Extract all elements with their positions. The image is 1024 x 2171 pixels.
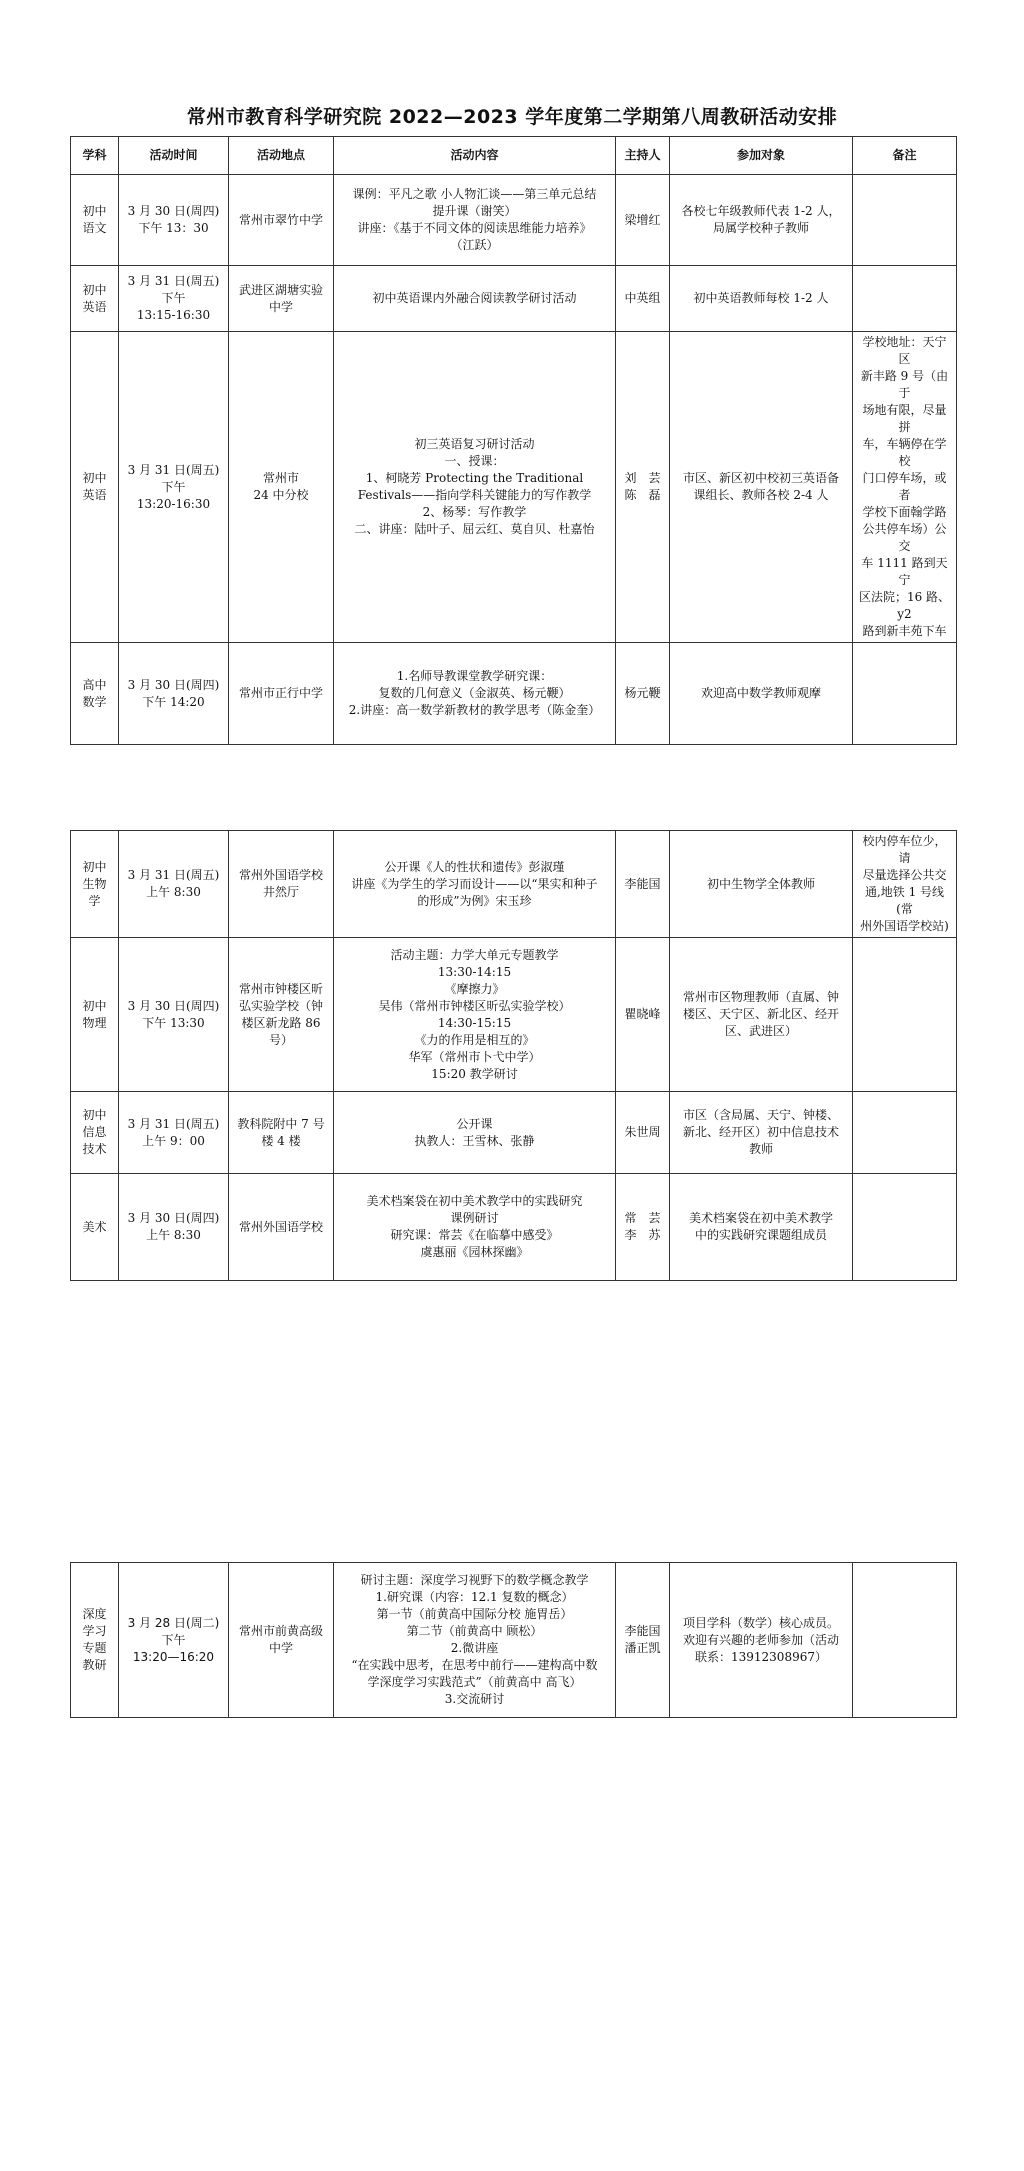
cell-note <box>853 1092 957 1174</box>
cell-line: 常州市正行中学 <box>238 686 323 700</box>
cell-line: 井然厅 <box>262 885 299 899</box>
cell-line: 下午 <box>161 1632 186 1647</box>
cell-line: 初中英语课内外融合阅读教学研讨活动 <box>372 291 577 305</box>
cell-host <box>616 643 670 745</box>
cell-line: 常 芸 <box>624 1211 661 1225</box>
header-place: 活动地点 <box>229 137 334 175</box>
cell-line: 常州市区物理教师（直属、钟 <box>682 990 839 1004</box>
cell-line: 瞿晓峰 <box>624 1007 661 1021</box>
cell-line: 3 月 30 日(周四) <box>127 998 220 1013</box>
header-host: 主持人 <box>616 137 670 175</box>
cell-place <box>229 938 334 1092</box>
cell-line: 13:15-16:30 <box>136 308 211 322</box>
cell-line: 3 月 31 日(周五) <box>127 462 220 477</box>
cell-audience <box>670 1174 853 1281</box>
cell-line: 中的实践研究课题组成员 <box>694 1228 827 1242</box>
cell-audience <box>670 266 853 332</box>
cell-line: 区法院；16 路、y2 <box>858 590 951 621</box>
cell-content <box>334 1174 616 1281</box>
cell-time <box>119 1174 229 1281</box>
cell-line: 公共停车场）公交 <box>862 522 947 553</box>
cell-time <box>119 1092 229 1174</box>
cell-content <box>334 1563 616 1718</box>
cell-line: 杨元鞭 <box>624 686 661 700</box>
cell-line: 13:20-16:30 <box>136 496 211 511</box>
cell-host <box>616 175 670 266</box>
cell-line: 项目学科（数学）核心成员。 <box>682 1615 839 1630</box>
table-row <box>71 1174 957 1281</box>
cell-line: 讲座：《基于不同文体的阅读思维能力培养》 <box>357 221 592 235</box>
cell-line: 路到新丰苑下车 <box>862 624 947 638</box>
cell-line: 市区、新区初中校初三英语备 <box>682 471 839 485</box>
cell-line: 朱世周 <box>624 1125 661 1139</box>
cell-line: 1.研究课（内容：12.1 复数的概念） <box>375 1590 574 1604</box>
cell-audience <box>670 938 853 1092</box>
cell-subject <box>71 1174 119 1281</box>
cell-line: 公开课 <box>456 1116 493 1131</box>
cell-line: 下午 <box>161 479 186 494</box>
cell-subject <box>71 1092 119 1174</box>
cell-line: 车 1111 路到天宁 <box>861 556 948 587</box>
cell-line: 学校地址：天宁区 <box>862 335 947 366</box>
cell-place <box>229 1174 334 1281</box>
cell-line: 初中 <box>82 859 107 874</box>
cell-line: 陈 磊 <box>624 488 661 502</box>
cell-line: 课组长、教师各校 2-4 人 <box>693 488 829 502</box>
table-row <box>71 1563 957 1718</box>
cell-line: 州外国语学校站) <box>860 919 949 933</box>
cell-place <box>229 643 334 745</box>
cell-place <box>229 831 334 938</box>
cell-note <box>853 1174 957 1281</box>
cell-line: 新丰路 9 号（由于 <box>860 369 949 400</box>
schedule-table-1 <box>70 136 957 745</box>
header-content: 活动内容 <box>334 137 616 175</box>
cell-line: 第一节（前黄高中国际分校 施胃岳） <box>376 1607 573 1621</box>
cell-line: 第二节（前黄高中 顾松） <box>406 1624 543 1638</box>
cell-line: 生物 <box>82 876 107 891</box>
cell-subject <box>71 1563 119 1718</box>
cell-place <box>229 266 334 332</box>
table-row <box>71 175 957 266</box>
cell-audience <box>670 643 853 745</box>
cell-line: 梁增红 <box>624 212 661 227</box>
cell-line: 初中生物学全体教师 <box>706 876 815 891</box>
cell-time <box>119 175 229 266</box>
cell-line: 英语 <box>82 299 107 314</box>
table-row <box>71 266 957 332</box>
cell-line: 技术 <box>82 1142 107 1156</box>
cell-line: 二、讲座：陆叶子、屈云红、莫自贝、杜嘉怡 <box>354 522 595 536</box>
cell-place <box>229 175 334 266</box>
cell-audience <box>670 175 853 266</box>
cell-time <box>119 266 229 332</box>
cell-place <box>229 1092 334 1174</box>
cell-line: 初中英语教师每校 1-2 人 <box>693 291 829 305</box>
cell-content <box>334 938 616 1092</box>
cell-content <box>334 266 616 332</box>
header-note: 备注 <box>853 137 957 175</box>
cell-line: 局属学校种子教师 <box>712 221 809 235</box>
cell-line: 3 月 30 日(周四) <box>127 204 220 218</box>
cell-line: 吴伟（常州市钟楼区昕弘实验学校） <box>378 998 571 1013</box>
cell-line: 3 月 31 日(周五) <box>127 868 220 882</box>
cell-line: （江跃） <box>450 238 499 252</box>
cell-line: 研讨主题：深度学习视野下的数学概念教学 <box>360 1573 589 1587</box>
cell-line: 语文 <box>82 221 107 235</box>
cell-line: 讲座《为学生的学习而设计——以“果实和种子 <box>351 876 598 891</box>
cell-audience <box>670 1563 853 1718</box>
cell-line: 1、柯晓芳 Protecting the Traditional <box>365 471 584 485</box>
header-audience: 参加对象 <box>670 137 853 175</box>
cell-line: 学 <box>88 893 101 908</box>
cell-line: 上午 9：00 <box>142 1133 205 1148</box>
cell-line: 潘正凯 <box>624 1641 661 1655</box>
cell-line: 初中 <box>82 204 107 218</box>
cell-line: 下午 13:30 <box>142 1015 205 1030</box>
cell-line: 2、杨琴：写作教学 <box>422 505 527 519</box>
cell-line: 教研 <box>82 1658 107 1672</box>
cell-line: 数学 <box>82 694 107 709</box>
cell-line: 一、授课： <box>444 454 505 468</box>
cell-line: 门口停车场，或者 <box>862 471 947 502</box>
cell-line: 楼 4 楼 <box>261 1133 301 1148</box>
schedule-table-2 <box>70 830 957 1281</box>
cell-note <box>853 175 957 266</box>
cell-line: 各校七年级教师代表 1-2 人， <box>681 204 841 218</box>
schedule-table-3 <box>70 1562 957 1718</box>
cell-line: 专题 <box>82 1641 107 1655</box>
cell-time <box>119 938 229 1092</box>
cell-line: 联系：13912308967） <box>695 1649 827 1664</box>
cell-line: 3 月 31 日(周五) <box>127 274 220 288</box>
cell-line: 中英组 <box>624 291 661 305</box>
cell-line: 场地有限，尽量拼 <box>862 403 947 434</box>
cell-line: 常州市翠竹中学 <box>238 212 323 227</box>
cell-line: 3.交流研讨 <box>444 1692 505 1706</box>
cell-line: 1.名师导教课堂教学研究课： <box>396 669 553 683</box>
cell-line: 上午 8:30 <box>146 885 201 899</box>
table-row <box>71 643 957 745</box>
cell-line: 中学 <box>268 299 293 314</box>
cell-line: 初中 <box>82 998 107 1013</box>
cell-line: 李能国 <box>624 876 661 891</box>
header-subject: 学科 <box>71 137 119 175</box>
cell-line: 新北、经开区）初中信息技术 <box>682 1125 839 1139</box>
cell-line: 教师 <box>748 1142 773 1156</box>
cell-line: 《力的作用是相互的》 <box>414 1032 535 1047</box>
cell-line: 《摩擦力》 <box>444 981 505 996</box>
cell-line: 常州外国语学校 <box>238 868 323 882</box>
cell-line: 上午 8:30 <box>146 1228 201 1242</box>
cell-line: 高中 <box>82 677 107 692</box>
table-header-row <box>71 137 957 175</box>
cell-content <box>334 1092 616 1174</box>
cell-place <box>229 1563 334 1718</box>
cell-line: 活动主题：力学大单元专题教学 <box>390 947 559 962</box>
cell-line: 号） <box>268 1032 293 1047</box>
cell-content <box>334 332 616 643</box>
cell-line: 研究课：常芸《在临摹中感受》 <box>390 1228 559 1242</box>
header-time: 活动时间 <box>119 137 229 175</box>
cell-line: 13:20—16:20 <box>132 1649 215 1664</box>
cell-content <box>334 175 616 266</box>
cell-line: 武进区湖塘实验 <box>238 282 323 297</box>
cell-line: 中学 <box>268 1641 293 1655</box>
cell-line: 李 苏 <box>624 1228 661 1242</box>
cell-line: 常州市 <box>262 471 299 485</box>
cell-host <box>616 831 670 938</box>
cell-line: 复数的几何意义（金淑英、杨元鞭） <box>378 686 571 700</box>
cell-host <box>616 1563 670 1718</box>
table-row <box>71 1092 957 1174</box>
cell-line: 欢迎有兴趣的老师参加（活动 <box>682 1632 839 1647</box>
cell-line: 初三英语复习研讨活动 <box>414 437 535 451</box>
cell-line: 2.讲座：高一数学新教材的教学思考（陈金奎） <box>348 703 601 717</box>
cell-line: 美术 <box>82 1219 107 1234</box>
cell-line: 虞惠丽《园林探幽》 <box>420 1245 529 1259</box>
cell-subject <box>71 643 119 745</box>
cell-line: 弘实验学校（钟 <box>238 998 323 1013</box>
cell-line: 公开课《人的性状和遗传》彭淑瑾 <box>384 859 565 874</box>
cell-line: 14:30-15:15 <box>437 1015 512 1030</box>
cell-line: 学习 <box>82 1624 107 1638</box>
cell-line: 信息 <box>82 1125 107 1139</box>
cell-line: 区、武进区） <box>724 1024 797 1038</box>
cell-subject <box>71 831 119 938</box>
cell-host <box>616 332 670 643</box>
cell-line: 物理 <box>82 1015 107 1030</box>
table-row <box>71 938 957 1092</box>
cell-line: 楼区新龙路 86 <box>241 1015 321 1030</box>
cell-line: 英语 <box>82 488 107 502</box>
cell-line: 初中 <box>82 282 107 297</box>
cell-note <box>853 831 957 938</box>
cell-line: 3 月 28 日(周二) <box>127 1615 220 1630</box>
cell-line: 常州市钟楼区昕 <box>238 981 323 996</box>
cell-audience <box>670 831 853 938</box>
cell-time <box>119 1563 229 1718</box>
cell-line: 3 月 31 日(周五) <box>127 1116 220 1131</box>
cell-line: 尽量选择公共交 <box>862 868 947 882</box>
cell-line: 提升课（谢笑） <box>432 204 517 218</box>
cell-time <box>119 332 229 643</box>
cell-line: 楼区、天宁区、新北区、经开 <box>682 1007 839 1021</box>
table-row <box>71 831 957 938</box>
page-title: 常州市教育科学研究院 2022—2023 学年度第二学期第八周教研活动安排 <box>186 106 838 128</box>
cell-line: 李能国 <box>624 1624 661 1638</box>
cell-line: Festivals——指向学科关键能力的写作教学 <box>357 488 592 502</box>
cell-place <box>229 332 334 643</box>
cell-note <box>853 266 957 332</box>
cell-line: 深度 <box>82 1607 107 1621</box>
cell-line: 下午 14:20 <box>142 694 205 709</box>
cell-line: 课例研讨 <box>450 1211 499 1225</box>
cell-time <box>119 643 229 745</box>
cell-subject <box>71 938 119 1092</box>
cell-line: 华军（常州市卜弋中学） <box>408 1049 541 1064</box>
table-row <box>71 332 957 643</box>
cell-line: 通,地铁 1 号线(常 <box>864 885 945 916</box>
cell-line: “在实践中思考，在思考中前行——建构高中数 <box>351 1658 598 1672</box>
cell-line: 下午 <box>161 291 186 305</box>
cell-content <box>334 643 616 745</box>
cell-line: 初中 <box>82 1108 107 1122</box>
cell-line: 2.微讲座 <box>450 1641 499 1655</box>
cell-host <box>616 1174 670 1281</box>
cell-line: 美术档案袋在初中美术教学 <box>688 1211 833 1225</box>
cell-line: 刘 芸 <box>624 471 661 485</box>
cell-line: 下午 13：30 <box>138 221 209 235</box>
cell-line: 15:20 教学研讨 <box>431 1066 518 1081</box>
cell-line: 初中 <box>82 471 107 485</box>
cell-line: 执教人：王雪林、张静 <box>414 1133 535 1148</box>
cell-note <box>853 643 957 745</box>
cell-line: 13:30-14:15 <box>437 964 512 979</box>
cell-line: 市区（含局属、天宁、钟楼、 <box>682 1108 839 1122</box>
cell-note <box>853 332 957 643</box>
cell-line: 学深度学习实践范式”（前黄高中 高飞） <box>367 1675 582 1689</box>
cell-audience <box>670 332 853 643</box>
cell-subject <box>71 266 119 332</box>
cell-note <box>853 938 957 1092</box>
cell-host <box>616 1092 670 1174</box>
cell-line: 欢迎高中数学教师观摩 <box>700 686 821 700</box>
cell-subject <box>71 175 119 266</box>
cell-line: 校内停车位少，请 <box>862 834 947 865</box>
cell-line: 3 月 30 日(周四) <box>127 1211 220 1225</box>
cell-line: 常州外国语学校 <box>238 1219 323 1234</box>
cell-host <box>616 938 670 1092</box>
cell-line: 3 月 30 日(周四) <box>127 677 220 692</box>
cell-line: 教科院附中 7 号 <box>237 1116 325 1131</box>
cell-line: 美术档案袋在初中美术教学中的实践研究 <box>366 1194 583 1208</box>
cell-line: 课例：平凡之歌 小人物汇谈——第三单元总结 <box>352 187 597 201</box>
cell-time <box>119 831 229 938</box>
cell-line: 车，车辆停在学校 <box>862 437 947 468</box>
cell-line: 常州市前黄高级 <box>238 1624 323 1638</box>
cell-host <box>616 266 670 332</box>
cell-line: 的形成”为例》宋玉珍 <box>417 893 532 908</box>
cell-line: 学校下面翰学路 <box>862 505 947 519</box>
cell-line: 24 中分校 <box>253 488 309 502</box>
cell-content <box>334 831 616 938</box>
cell-note <box>853 1563 957 1718</box>
cell-audience <box>670 1092 853 1174</box>
cell-subject <box>71 332 119 643</box>
